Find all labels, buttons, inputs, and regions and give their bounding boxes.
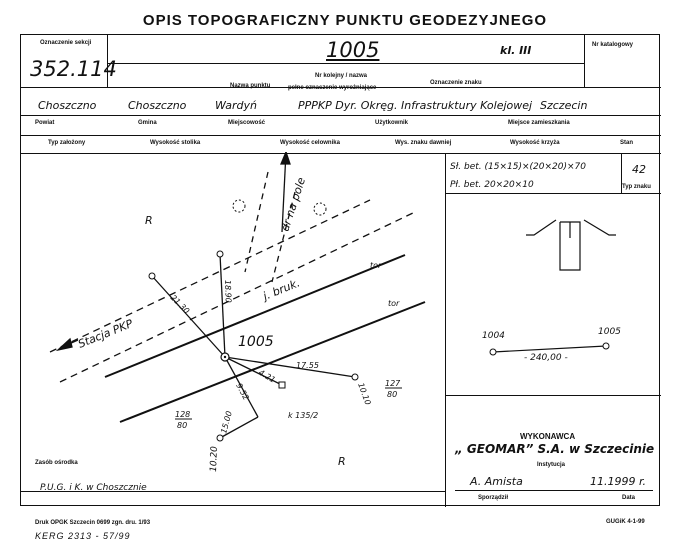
wys-znaku-label: Wys. znaku dawniej xyxy=(395,140,452,146)
point-number: 1005 xyxy=(326,38,380,62)
wys-krzyza-label: Wysokość krzyża xyxy=(510,140,560,146)
powiat-label: Powiat xyxy=(35,120,55,126)
sketch-j-bruk: j. bruk. xyxy=(261,276,302,303)
footer-gugik: GUGiK 4-1-99 xyxy=(606,519,645,525)
plyta-spec: Pł. bet. 20×20×10 xyxy=(450,180,534,190)
wykonawca-label: WYKONAWCA xyxy=(520,432,576,441)
sketch-tor1: tor xyxy=(370,261,382,270)
miejsce-label: Miejsce zamieszkania xyxy=(508,120,570,126)
sketch-d421: 4.21 xyxy=(257,367,277,385)
sketch-f2d: 80 xyxy=(387,390,398,399)
wysokosc-stolika-label: Wysokość stolika xyxy=(150,140,201,146)
sporzadzil-label: Sporządził xyxy=(478,495,509,501)
oznaczenie-label: Oznaczenie sekcji xyxy=(40,40,92,46)
side-p2: 1005 xyxy=(598,327,621,337)
page-title: OPIS TOPOGRAFICZNY PUNKTU GEODEZYJNEGO xyxy=(142,12,548,29)
nr-katalogowy-label: Nr katalogowy xyxy=(592,42,634,48)
cross-section-sketch xyxy=(444,210,660,370)
sketch-d2130: 21.30 xyxy=(168,293,192,316)
zasob-value: P.U.G. i K. w Choszcznie xyxy=(40,483,147,493)
typ-znaku-number: 42 xyxy=(632,163,646,176)
sketch-f2: 127 xyxy=(385,379,401,388)
stan-label: Stan xyxy=(620,140,634,146)
typ-label: Typ założony xyxy=(48,140,86,146)
oznaczenie-znaku-label: Oznaczenie znaku xyxy=(430,80,482,86)
sketch-stacja: Stacja PKP xyxy=(76,317,135,351)
miejscowosc-value: Wardyń xyxy=(215,99,258,112)
powiat-value: Choszczno xyxy=(38,99,97,112)
nazwa-sub2: pełne oznaczenie wyrożniające xyxy=(288,85,377,91)
sporzadzil-value: A. Amista xyxy=(470,475,523,488)
nazwa-sub1: Nr kolejny / nazwa xyxy=(315,73,368,79)
side-distance: - 240,00 - xyxy=(524,353,568,363)
uzytkownik-label: Użytkownik xyxy=(375,120,409,126)
wykonawca-line xyxy=(455,490,653,491)
sketch-f1d: 80 xyxy=(177,421,188,430)
sketch-dr-na-pole: dr na pole xyxy=(278,175,309,233)
sketch-d1500: 15.00 xyxy=(219,410,234,435)
sketch-d1755: 17.55 xyxy=(296,361,319,370)
sketch-f1: 128 xyxy=(175,410,191,419)
footer-kerg: KERG 2313 - 57/99 xyxy=(35,531,131,541)
data-label: Data xyxy=(622,495,636,501)
sketch-r1: R xyxy=(145,214,153,227)
sketch-r2: R xyxy=(338,455,346,468)
sketch-point-label: 1005 xyxy=(238,334,274,350)
instytucja-label: Instytucja xyxy=(537,462,566,468)
gmina-label: Gmina xyxy=(138,120,157,126)
wysokosc-celownika-label: Wysokość celownika xyxy=(280,140,340,146)
sketch-d1890: 18.90 xyxy=(223,279,233,303)
sketch-d952: 9.52 xyxy=(234,381,251,402)
typ-znaku-label: Typ znaku xyxy=(622,184,651,190)
oznaczenie-value: 352.114 xyxy=(30,57,117,81)
topographic-sketch xyxy=(20,152,444,474)
sketch-d1010: 10.10 xyxy=(356,381,373,407)
nazwa-label: Nazwa punktu xyxy=(230,83,271,89)
sketch-k: k 135/2 xyxy=(288,411,319,420)
zasob-label: Zasób ośrodka xyxy=(35,460,78,466)
sketch-tor2: tor xyxy=(388,299,400,308)
sketch-d1020: 10.20 xyxy=(209,446,220,473)
uzytkownik-value: PPPKP Dyr. Okręg. Infrastruktury Kolejowej xyxy=(298,99,533,112)
gmina-value: Choszczno xyxy=(128,99,187,112)
slupek-spec: Sł. bet. (15×15)×(20×20)×70 xyxy=(450,162,586,172)
footer-print: Druk OPGK Szczecin 0699 zgn. dru. 1/93 xyxy=(35,520,151,526)
wykonawca-name: „ GEOMAR” S.A. w Szczecinie xyxy=(455,442,655,456)
point-class: kl. III xyxy=(500,44,532,57)
miejsce-value: Szczecin xyxy=(540,99,588,112)
miejscowosc-label: Miejscowość xyxy=(228,120,266,126)
data-value: 11.1999 r. xyxy=(590,475,646,488)
side-p1: 1004 xyxy=(482,331,505,341)
